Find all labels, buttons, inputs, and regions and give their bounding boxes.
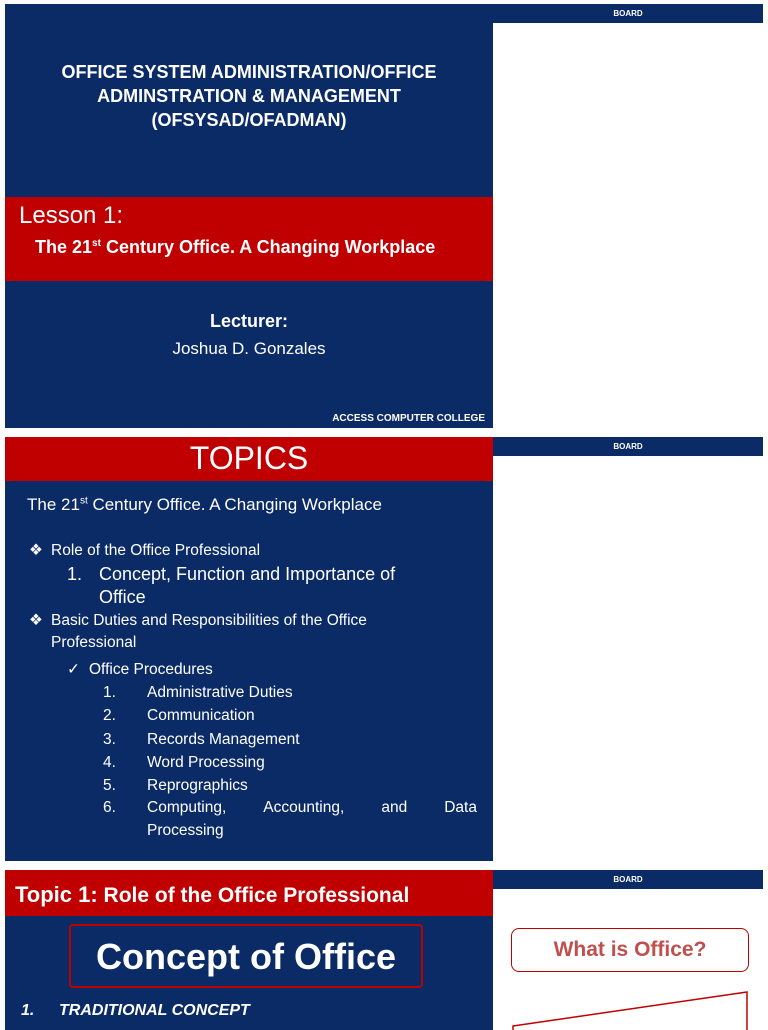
college-name: ACCESS COMPUTER COLLEGE xyxy=(332,413,485,424)
procedure-number: 1. xyxy=(103,684,116,701)
checkmark-icon: ✓ xyxy=(67,661,80,678)
diamond-bullet-icon: ❖ xyxy=(29,542,43,559)
board-label: BOARD xyxy=(493,4,763,23)
callout-shape xyxy=(493,982,763,1030)
bullet-label: Role of the Office Professional xyxy=(51,542,261,559)
slide-main-panel xyxy=(5,437,493,861)
lesson-title-post: Century Office. A Changing Workplace xyxy=(100,237,436,257)
procedure-number: 2. xyxy=(103,707,116,724)
procedure-number: 5. xyxy=(103,777,116,794)
procedure-item xyxy=(103,682,293,704)
procedure-item xyxy=(103,705,255,727)
topics-subtitle-sup: st xyxy=(79,495,88,507)
traditional-concept xyxy=(21,1002,250,1020)
procedure-label: Reprographics xyxy=(147,777,248,794)
bullet-item xyxy=(29,540,260,562)
slide-topics xyxy=(5,437,763,861)
board-label: BOARD xyxy=(493,437,763,456)
procedure-number: 6. xyxy=(103,799,116,816)
course-title-line: (OFSYSAD/OFADMAN) xyxy=(151,110,347,130)
slide-main-panel xyxy=(5,4,493,428)
topics-subtitle-post: Century Office. A Changing Workplace xyxy=(87,495,382,514)
lesson-title xyxy=(35,237,435,258)
course-title-line: ADMINSTRATION & MANAGEMENT xyxy=(97,86,401,106)
board-panel xyxy=(493,4,763,428)
slide-topic-1 xyxy=(5,870,763,1030)
concept-box xyxy=(69,924,423,988)
procedure-word: Computing, xyxy=(147,799,227,816)
procedure-item xyxy=(103,752,265,774)
topic-heading xyxy=(15,882,409,908)
procedure-label: Communication xyxy=(147,707,255,724)
procedure-label: Records Management xyxy=(147,731,300,748)
diamond-bullet-icon: ❖ xyxy=(29,612,43,629)
slide-main-panel xyxy=(5,870,493,1030)
traditional-number: 1. xyxy=(21,1002,35,1019)
sub-item xyxy=(67,563,395,585)
lesson-number: Lesson 1: xyxy=(19,202,124,229)
procedure-label xyxy=(147,797,477,819)
topics-band xyxy=(5,437,493,481)
lesson-band xyxy=(5,197,493,281)
topics-subtitle-pre: The 21 xyxy=(27,495,80,514)
lecturer-label: Lecturer: xyxy=(209,311,289,331)
bullet-item xyxy=(29,610,367,632)
topic-title: Role of the Office Professional xyxy=(97,884,410,907)
question-callout: What is Office? xyxy=(511,928,749,972)
topic-label: Topic 1: xyxy=(15,882,98,907)
bullet-label: Basic Duties and Responsibilities of the Office xyxy=(51,612,367,629)
procedure-item xyxy=(103,729,300,751)
check-item-label: Office Procedures xyxy=(89,661,213,678)
procedure-label: Word Processing xyxy=(147,754,265,771)
board-panel xyxy=(493,870,763,1030)
traditional-label: TRADITIONAL CONCEPT xyxy=(59,1002,250,1019)
topics-subtitle xyxy=(27,495,382,515)
lecturer-name: Joshua D. Gonzales xyxy=(172,339,326,358)
topics-title: TOPICS xyxy=(189,440,309,476)
procedure-label: Administrative Duties xyxy=(147,684,293,701)
lesson-title-sup: st xyxy=(92,238,101,249)
procedure-number: 4. xyxy=(103,754,116,771)
topic-band xyxy=(5,870,493,916)
sub-item-label-cont: Office xyxy=(99,587,146,607)
concept-title: Concept of Office xyxy=(95,936,396,977)
course-title xyxy=(5,60,493,132)
board-panel xyxy=(493,437,763,861)
callout-outline xyxy=(513,992,747,1030)
procedure-number: 3. xyxy=(103,731,116,748)
procedure-word: Accounting, xyxy=(263,799,345,816)
bullet-label-cont: Professional xyxy=(51,634,137,651)
board-label: BOARD xyxy=(493,870,763,889)
procedure-word: Data xyxy=(444,799,477,816)
lesson-title-pre: The 21 xyxy=(35,237,93,257)
course-title-line: OFFICE SYSTEM ADMINISTRATION/OFFICE xyxy=(61,62,437,82)
slide-title xyxy=(5,4,763,428)
procedure-label-cont: Processing xyxy=(147,822,224,839)
sub-item-label: Concept, Function and Importance of xyxy=(99,564,396,584)
check-item xyxy=(67,659,213,681)
procedure-word: and xyxy=(381,799,408,816)
sub-item-number: 1. xyxy=(67,564,83,584)
procedure-item xyxy=(103,775,248,797)
